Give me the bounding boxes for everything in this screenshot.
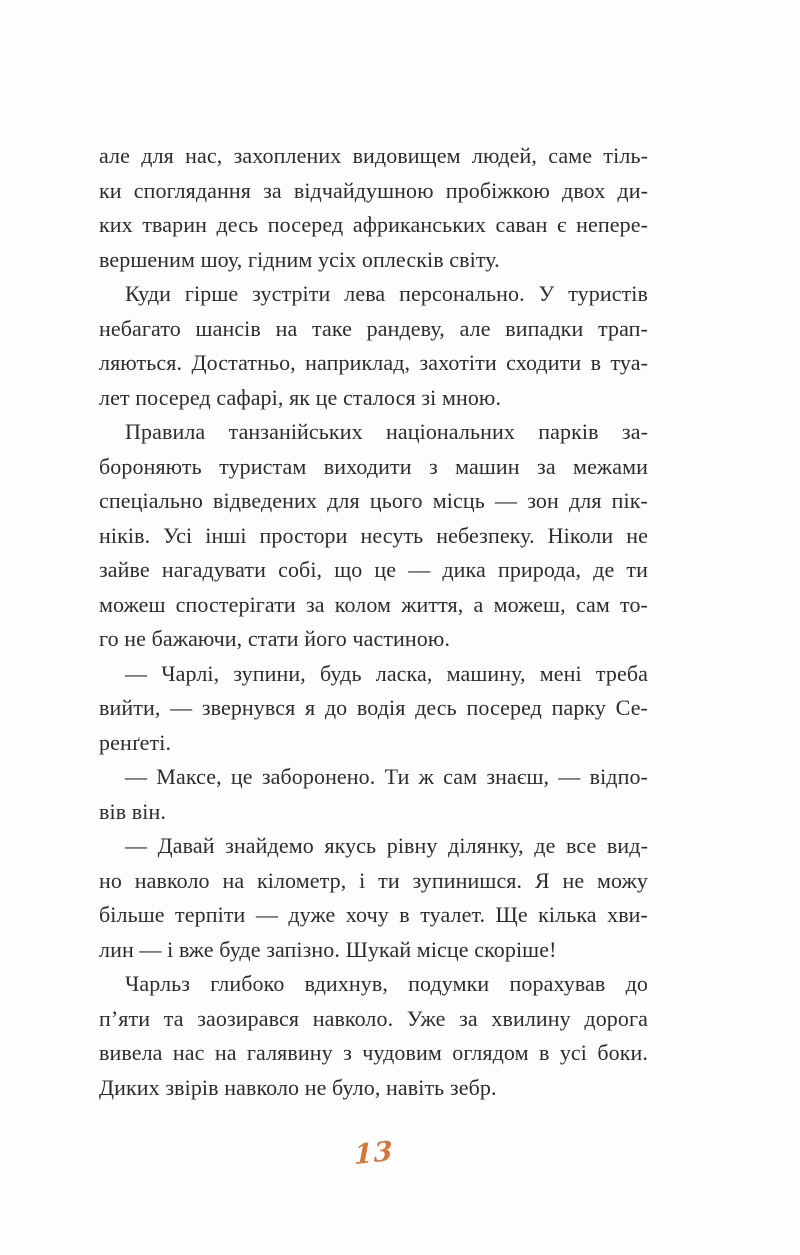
text-line: лин — і вже буде запізно. Шукай місце скоріше!: [99, 936, 557, 962]
text-line: бороняють туристам виходити з машин за межами: [99, 453, 648, 479]
text-line: ляються. Достатньо, наприклад, захотіти сходити в туа-: [99, 350, 648, 375]
paragraph: [99, 829, 648, 967]
text-line: спеціально відведених для цього місць — зон для пік-: [99, 488, 648, 513]
text-line: — Чарлі, зупини, будь ласка, машину, мені треба: [125, 660, 648, 686]
paragraph: [99, 277, 648, 415]
page-text: [99, 139, 648, 1105]
text-line: но навколо на кілометр, і ти зупинишся. Я не можу: [99, 867, 648, 893]
text-line: — Максе, це заборонено. Ти ж сам знаєш, — відпо-: [125, 764, 648, 789]
paragraph: [99, 760, 648, 829]
text-line: п’яти та заозирався навколо. Уже за хвилину дорога: [99, 1005, 648, 1031]
text-line: лет посеред сафарі, як це сталося зі мною.: [99, 384, 502, 410]
text-line: можеш спостерігати за колом життя, а можеш, сам то-: [99, 591, 648, 617]
text-line: Диких звірів навколо не було, навіть зебр.: [99, 1074, 497, 1100]
text-line: зайве нагадувати собі, що це — дика природа, де ти: [99, 557, 648, 582]
text-line: — Давай знайдемо якусь рівну ділянку, де все вид-: [125, 833, 648, 858]
text-line: вершеним шоу, гідним усіх оплесків світу.: [99, 246, 500, 272]
paragraph: [99, 139, 648, 277]
text-line: ки споглядання за відчайдушною пробіжкою двох ди-: [99, 177, 648, 203]
text-line: небагато шансів на таке рандеву, але випадки трап-: [99, 315, 648, 341]
text-line: го не бажаючи, стати його частиною.: [99, 626, 451, 651]
text-line: ренґеті.: [99, 729, 172, 755]
paragraph: [99, 657, 648, 761]
text-line: Куди гірше зустріти лева персонально. У туристів: [125, 281, 648, 306]
text-line: вів він.: [99, 798, 166, 824]
text-line: Чарльз глибоко вдихнув, подумки порахував до: [125, 971, 648, 996]
text-line: Правила танзанійських національних парків за-: [125, 419, 648, 444]
page-number: 13: [353, 1135, 394, 1172]
page-footer: [99, 1135, 648, 1172]
text-line: ких тварин десь посеред африканських саван є непере-: [99, 212, 648, 237]
text-line: але для нас, захоплених видовищем людей, саме тіль-: [99, 143, 648, 168]
text-line: вийти, — звернувся я до водія десь посеред парку Се-: [99, 695, 648, 720]
text-line: ніків. Усі інші простори несуть небезпеку. Ніколи не: [99, 522, 648, 548]
paragraph: [99, 967, 648, 1105]
paragraph: [99, 415, 648, 657]
text-line: більше терпіти — дуже хочу в туалет. Ще кілька хви-: [99, 902, 648, 927]
text-line: вивела нас на галявину з чудовим оглядом в усі боки.: [99, 1040, 648, 1065]
